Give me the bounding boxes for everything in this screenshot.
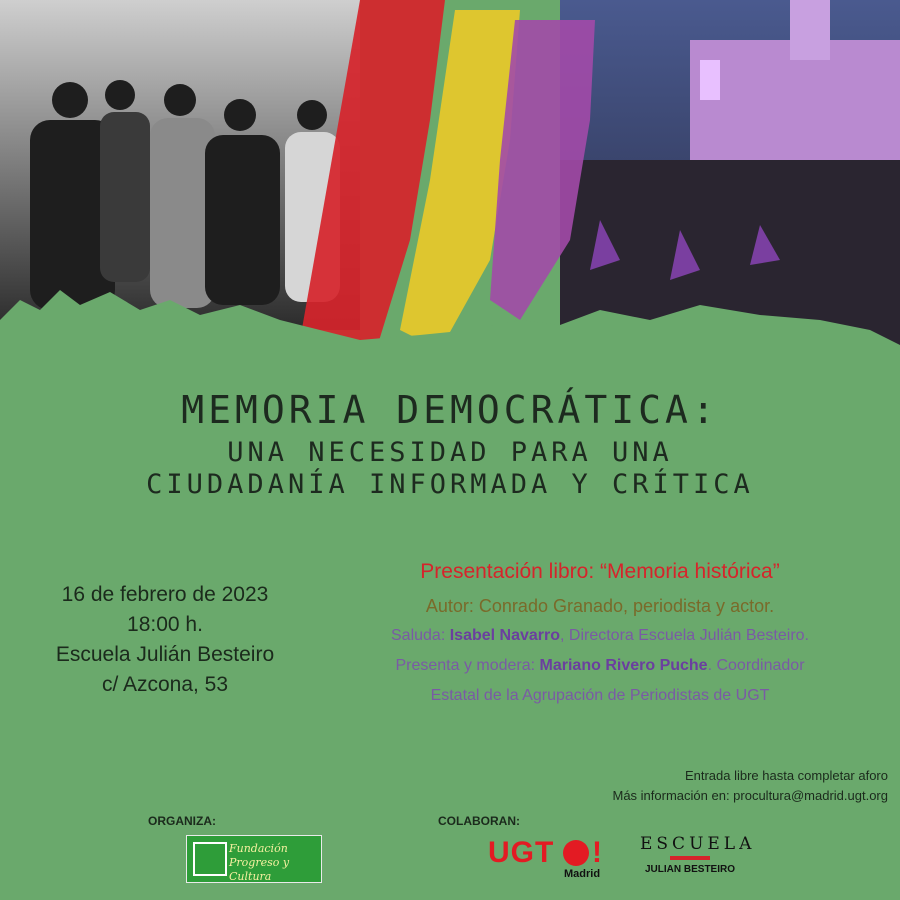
ugt-logo [488,836,608,886]
greeting-name: Isabel Navarro [449,627,560,644]
book-author: Autor: Conrado Granado, periodista y actor. [425,596,775,616]
greeting-line [330,621,870,651]
entry-text: Entrada libre hasta completar aforo [684,768,888,783]
event-time: 18:00 h. [127,613,203,636]
escuela-logo-subtitle: JULIAN BESTEIRO [644,864,735,875]
organiza-label: ORGANIZA: [148,814,216,828]
fundacion-name-1: Fundación [229,842,288,855]
contact-info[interactable]: Más información en: procultura@madrid.ugt.org [612,788,888,803]
main-title: MEMORIA DEMOCRÁTICA: [181,388,719,432]
ugt-logo-circle [563,840,589,866]
event-venue: Escuela Julián Besteiro [55,643,275,666]
ugt-logo-city: Madrid [564,868,601,880]
event-date: 16 de febrero de 2023 [61,583,269,606]
fundacion-logo [186,835,322,883]
hero-photo-collage [0,0,900,400]
moderator-line-2: Estatal de la Agrupación de Periodistas de UGT [430,687,770,704]
moderator-name: Mariano Rivero Puche [539,657,708,674]
fundacion-logo-text [229,842,321,884]
colaboran-label: COLABORAN: [438,814,520,828]
moderator-line [330,651,870,681]
greeting-prefix: Saluda: [391,627,450,644]
escuela-logo [640,834,756,884]
escuela-logo-title: ESCUELA [640,834,756,854]
fundacion-logo-mark [193,842,227,876]
escuela-logo-mark [670,856,710,860]
entry-info [613,766,889,806]
program-details [330,557,870,711]
ugt-logo-exclamation: ! [592,836,602,869]
book-presentation: Presentación libro: “Memoria histórica” [420,560,780,583]
moderator-suffix: . Coordinador [707,657,805,674]
subtitle [0,437,900,501]
moderator-prefix: Presenta y modera: [395,657,540,674]
ugt-logo-text: UGT [488,836,555,869]
subtitle-line-2: CIUDADANÍA INFORMADA Y CRÍTICA [146,469,754,500]
greeting-suffix: , Directora Escuela Julián Besteiro. [560,627,809,644]
fundacion-name-2: Progreso y Cultura [229,856,290,883]
hero-illustration [0,0,900,400]
subtitle-line-1: UNA NECESIDAD PARA UNA [227,437,673,468]
event-address: c/ Azcona, 53 [101,673,229,696]
event-details [40,580,290,700]
